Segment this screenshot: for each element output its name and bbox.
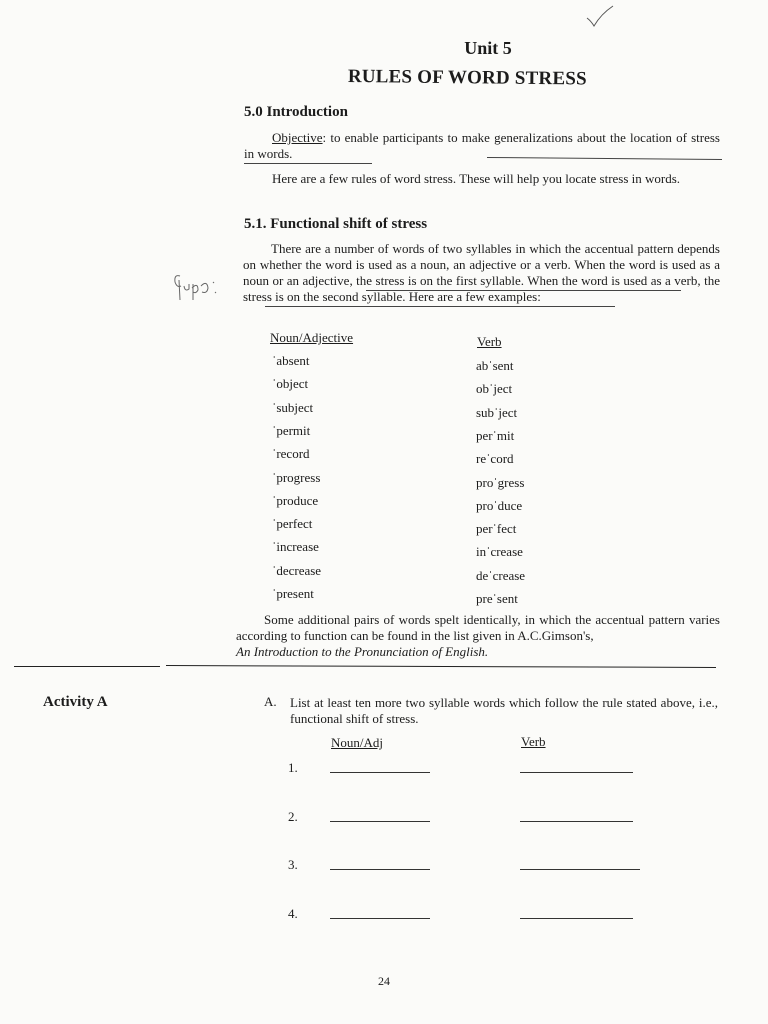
noun-form: ˈprogress bbox=[272, 469, 321, 485]
column-header-verb: Verb bbox=[477, 334, 502, 349]
noun-answer-blank[interactable] bbox=[330, 918, 430, 919]
verb-form: subˈject bbox=[476, 404, 518, 420]
page-heading: RULES OF WORD STRESS bbox=[347, 66, 587, 90]
verb-form: abˈsent bbox=[476, 358, 514, 373]
handwritten-checkmark bbox=[585, 4, 615, 30]
functional-shift-text: There are a number of words of two syllables in which the accentual pattern depends on whether the word is used as a noun, an adjective or a verb. When the word is used as a noun or an adjective, the stress is on the first syllable. When the word is used as a verb, the stress is on the second syllable. Here are a few examples: bbox=[243, 241, 720, 304]
activity-column-noun-adj: Noun/Adj bbox=[331, 735, 383, 750]
section-heading-introduction: 5.0 Introduction bbox=[244, 104, 348, 120]
noun-form: ˈrecord bbox=[272, 446, 310, 462]
activity-row-number: 4. bbox=[288, 905, 298, 921]
verb-answer-blank[interactable] bbox=[520, 869, 640, 870]
activity-letter: A. bbox=[264, 694, 277, 709]
verb-form: proˈgress bbox=[476, 474, 525, 490]
objective-paragraph bbox=[244, 130, 720, 162]
verb-form: inˈcrease bbox=[476, 544, 523, 560]
objective-label: Objective bbox=[272, 130, 323, 145]
handwritten-margin-note bbox=[170, 270, 220, 302]
activity-row-number: 3. bbox=[288, 857, 298, 872]
noun-form: ˈpermit bbox=[272, 422, 311, 438]
noun-form: ˈpresent bbox=[272, 586, 314, 601]
verb-answer-blank[interactable] bbox=[520, 918, 633, 919]
noun-answer-blank[interactable] bbox=[330, 772, 430, 773]
verb-form: perˈfect bbox=[476, 521, 517, 537]
noun-form: ˈabsent bbox=[272, 353, 310, 368]
noun-form: ˈproduce bbox=[272, 492, 319, 508]
verb-answer-blank[interactable] bbox=[520, 821, 633, 822]
additional-pairs-paragraph bbox=[236, 612, 720, 660]
functional-shift-paragraph bbox=[243, 241, 720, 305]
verb-form: perˈmit bbox=[476, 427, 515, 443]
objective-text: : to enable participants to make generalizations about the location of stress in words. bbox=[244, 130, 720, 161]
noun-form: ˈdecrease bbox=[272, 562, 322, 578]
column-header-noun-adjective: Noun/Adjective bbox=[270, 330, 354, 345]
activity-column-verb: Verb bbox=[521, 734, 546, 749]
noun-form: ˈobject bbox=[272, 376, 309, 392]
noun-answer-blank[interactable] bbox=[330, 869, 430, 870]
divider-right bbox=[166, 665, 716, 668]
activity-label: Activity A bbox=[43, 694, 108, 710]
noun-form: ˈincrease bbox=[272, 539, 319, 555]
handwritten-underline bbox=[366, 290, 681, 291]
unit-title: Unit 5 bbox=[464, 38, 512, 58]
handwritten-underline bbox=[265, 306, 615, 307]
verb-form: proˈduce bbox=[476, 497, 523, 513]
rules-intro-paragraph bbox=[244, 171, 720, 187]
handwritten-underline bbox=[244, 163, 372, 164]
verb-form: obˈject bbox=[476, 381, 513, 397]
divider-left bbox=[14, 666, 160, 667]
additional-pairs-text: Some additional pairs of words spelt identically, in which the accentual pattern varies according to function can be found in the list given in A.C.Gimson's, bbox=[236, 612, 720, 643]
verb-form: preˈsent bbox=[476, 591, 518, 606]
verb-answer-blank[interactable] bbox=[520, 772, 633, 773]
noun-form: ˈsubject bbox=[272, 399, 314, 415]
rules-intro-text: Here are a few rules of word stress. These will help you locate stress in words. bbox=[272, 171, 681, 186]
activity-row-number: 2. bbox=[288, 808, 298, 824]
verb-form: reˈcord bbox=[476, 451, 514, 467]
activity-row-number: 1. bbox=[288, 760, 298, 775]
noun-answer-blank[interactable] bbox=[330, 821, 430, 822]
book-title: An Introduction to the Pronunciation of English. bbox=[236, 644, 489, 659]
section-heading-functional-shift: 5.1. Functional shift of stress bbox=[244, 216, 428, 232]
page-number: 24 bbox=[378, 974, 390, 988]
activity-instruction: List at least ten more two syllable words which follow the rule stated above, i.e., functional shift of stress. bbox=[290, 695, 718, 726]
noun-form: ˈperfect bbox=[272, 516, 313, 532]
verb-form: deˈcrease bbox=[476, 567, 526, 583]
